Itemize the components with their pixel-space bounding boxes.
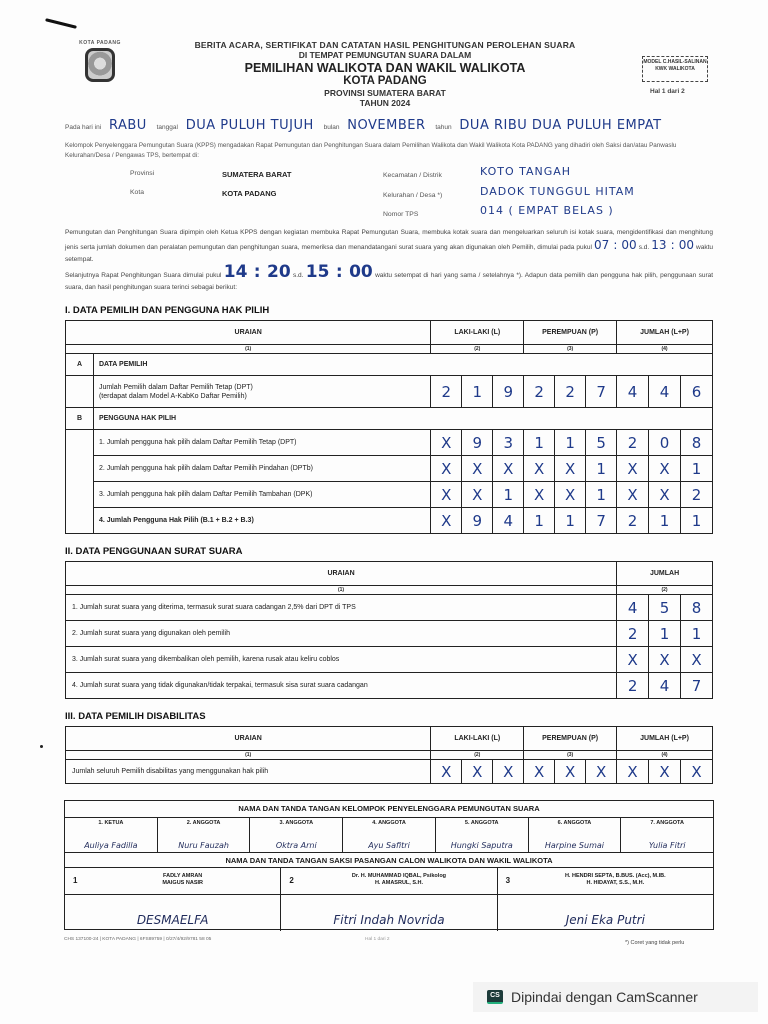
row-label: 3. Jumlah surat suara yang dikembalikan oleh pemilih, karena rusak atau keliru coblos (66, 647, 617, 673)
witness-signature-title: NAMA DAN TANDA TANGAN SAKSI PASANGAN CALON WALIKOTA DAN WAKIL WALIKOTA (225, 856, 553, 865)
subheader: (3) (524, 751, 617, 760)
kpps-signature-cell (343, 818, 436, 852)
digit-cell: 9 (493, 376, 524, 408)
row-label: 3. Jumlah pengguna hak pilih dalam Daftar Pemilih Tambahan (DPK) (93, 482, 430, 508)
header-line-5: PROVINSI SUMATERA BARAT (324, 88, 446, 98)
digit-cell: X (493, 456, 524, 482)
digit-cell: 1 (649, 508, 681, 534)
witness-signature: DESMAELFA (136, 913, 209, 927)
section-3-title: III. DATA PEMILIH DISABILITAS (65, 711, 206, 722)
digit-cell: X (617, 647, 649, 673)
digit-cell: 2 (680, 482, 712, 508)
date-line (65, 118, 715, 133)
header-uraian: URAIAN (66, 321, 431, 345)
digit-cell: 9 (462, 508, 493, 534)
kpps-signature-cell (621, 818, 713, 852)
digit-cell: 2 (617, 673, 649, 699)
digit-cell: 8 (680, 430, 712, 456)
section-2-title: II. DATA PENGGUNAAN SURAT SUARA (65, 546, 243, 557)
digit-cell: 4 (649, 376, 681, 408)
subheader: (2) (431, 345, 524, 354)
signature: Nuru Fauzah (178, 841, 229, 850)
digit-cell: 2 (524, 376, 555, 408)
kpps-signature-title: NAMA DAN TANDA TANGAN KELOMPOK PENYELENGGARA PEMUNGUTAN SUARA (238, 804, 540, 813)
section-2-table (65, 561, 713, 699)
model-box: MODEL C.HASIL-SALINAN KWK WALIKOTA (642, 56, 708, 82)
digit-cell: X (524, 482, 555, 508)
subheader: (1) (66, 345, 431, 354)
digit-cell: 1 (586, 456, 617, 482)
digit-cell: 4 (649, 673, 681, 699)
digit-cell: X (586, 760, 617, 784)
digit-cell: 1 (586, 482, 617, 508)
dpt-label-line-2: (terdapat dalam Model A-KabKo Daftar Pemilih) (98, 392, 247, 400)
role-label: 2. ANGGOTA (186, 820, 221, 826)
sd-label: s.d. (638, 244, 650, 251)
count-end-time: 15 : 00 (305, 262, 373, 282)
candidate-names (306, 873, 491, 887)
kecamatan-value: KOTO TANGAH (480, 165, 572, 178)
digit-cell: X (649, 647, 681, 673)
dpt-row-label (93, 376, 430, 408)
header-line-4: KOTA PADANG (343, 75, 427, 87)
digit-cell: X (431, 760, 462, 784)
logo-caption: KOTA PADANG (79, 40, 121, 46)
digit-cell: 5 (586, 430, 617, 456)
group-a-label: DATA PEMILIH (93, 354, 712, 376)
footer-page: Hal 1 dari 2 (365, 937, 390, 942)
table-row (66, 647, 713, 673)
digit-cell: X (617, 760, 649, 784)
header-jumlah: JUMLAH (L+P) (617, 727, 713, 751)
table-row (66, 482, 713, 508)
digit-cell: X (649, 456, 681, 482)
digit-cell: 2 (431, 376, 462, 408)
signature: Yulia Fitri (648, 841, 686, 850)
section-1-title: I. DATA PEMILIH DAN PENGGUNA HAK PILIH (65, 305, 270, 316)
paragraph-text-1: Pemungutan dan Penghitungan Suara dipimpin oleh Ketua KPPS dengan kegiatan membuka Rapat Pemungutan Suara, membuka kotak suara dan mengeluarkan seluruh isi kotak suara, mengidentifikasi dan menghitung jenis serta jumlah dokumen dan peralatan pemungutan dan penghitungan suara, memeriksa dan menandatangani surat suara yang akan digunakan oleh Pemilih, dimulai pada pukul (65, 229, 713, 251)
digit-cell: X (431, 508, 462, 534)
role-label: 7. ANGGOTA (650, 820, 684, 826)
digit-cell: X (462, 456, 493, 482)
month-label: bulan (323, 124, 340, 131)
witness-cell (65, 868, 281, 931)
year-label: tahun (435, 124, 452, 131)
signature: Harpine Sumai (544, 841, 604, 850)
kpps-signature-cell (529, 818, 622, 852)
emblem-icon (85, 48, 115, 82)
group-a-code: A (66, 354, 94, 376)
digit-cell: 7 (586, 508, 617, 534)
header-perempuan: PEREMPUAN (P) (524, 727, 617, 751)
vote-start-time: 07 : 00 (594, 238, 637, 252)
day-value: RABU (108, 118, 147, 133)
procedure-paragraph (65, 227, 713, 294)
year-value: DUA RIBU DUA PULUH EMPAT (459, 118, 662, 133)
section-3-table (65, 726, 713, 784)
row-label: 4. Jumlah surat suara yang tidak digunakan/tidak terpakai, termasuk sisa surat suara cadangan (66, 673, 617, 699)
digit-cell: X (555, 456, 586, 482)
digit-cell: X (617, 482, 649, 508)
signature: Oktra Arni (275, 841, 317, 850)
digit-cell: 7 (681, 673, 713, 699)
digit-cell: 2 (617, 508, 649, 534)
table-row (66, 673, 713, 699)
table-row (66, 430, 713, 456)
date-value: DUA PULUH TUJUH (185, 118, 314, 133)
digit-cell: 4 (493, 508, 524, 534)
header-line-3: PEMILIHAN WALIKOTA DAN WAKIL WALIKOTA (244, 61, 526, 75)
digit-cell: 1 (680, 456, 712, 482)
subheader: (4) (617, 345, 713, 354)
digit-cell: 7 (586, 376, 617, 408)
group-b-code: B (66, 408, 94, 430)
role-label: 3. ANGGOTA (279, 820, 314, 826)
camscanner-text: Dipindai dengan CamScanner (511, 989, 698, 1005)
signature: Ayu Safitri (368, 841, 410, 850)
kelurahan-label: Kelurahan / Desa *) (383, 192, 443, 199)
digit-cell: X (524, 760, 555, 784)
digit-cell: 1 (555, 430, 586, 456)
paragraph-text-3: Selanjutnya Rapat Penghitungan Suara dimulai pukul (65, 272, 222, 279)
table-row (66, 621, 713, 647)
digit-cell: X (649, 482, 681, 508)
candidate-name: FADLY AMRAN (163, 873, 203, 879)
kpps-signature-cell (250, 818, 343, 852)
digit-cell: X (680, 760, 712, 784)
provinsi-value: SUMATERA BARAT (222, 170, 292, 179)
month-value: NOVEMBER (347, 118, 426, 133)
document-header (150, 40, 620, 108)
camscanner-logo-icon: CS (487, 990, 503, 1004)
subheader: (1) (66, 751, 431, 760)
table-row (66, 508, 713, 534)
table-row (66, 456, 713, 482)
digit-cell: X (681, 647, 713, 673)
digit-cell: X (649, 760, 681, 784)
subheader: (3) (524, 345, 617, 354)
header-uraian: URAIAN (66, 727, 431, 751)
subheader: (2) (431, 751, 524, 760)
header-perempuan: PEREMPUAN (P) (524, 321, 617, 345)
digit-cell: X (462, 760, 493, 784)
digit-cell: X (431, 482, 462, 508)
provinsi-label: Provinsi (130, 170, 155, 177)
witness-signatures (65, 867, 713, 931)
subheader: (1) (66, 586, 617, 595)
role-label: 1. KETUA (98, 820, 124, 826)
digit-cell: 6 (680, 376, 712, 408)
digit-cell: 1 (524, 430, 555, 456)
digit-cell: X (555, 760, 586, 784)
digit-cell: X (431, 430, 462, 456)
digit-cell: 0 (649, 430, 681, 456)
paragraph-text-4: waktu setempat di hari yang sama / setelahnya *). Adapun data pemilih dan pengguna hak pilih, penggunaan surat suara, dan hasil penghitungan suara terinci sebagai berikut: (65, 272, 714, 291)
kpps-signature-cell (65, 818, 158, 852)
kecamatan-label: Kecamatan / Distrik (383, 172, 442, 179)
row-label: 2. Jumlah surat suara yang digunakan oleh pemilih (66, 621, 617, 647)
digit-cell: 1 (524, 508, 555, 534)
witness-cell (498, 868, 713, 931)
date-label: tanggal (156, 124, 178, 131)
digit-cell: 5 (649, 595, 681, 621)
witness-number: 1 (73, 876, 78, 885)
digit-cell: 2 (617, 621, 649, 647)
digit-cell: 1 (649, 621, 681, 647)
digit-cell: 2 (617, 430, 649, 456)
digit-cell: X (555, 482, 586, 508)
row-label: 4. Jumlah Pengguna Hak Pilih (B.1 + B.2 + B.3) (93, 508, 430, 534)
scan-speck (40, 745, 43, 748)
candidate-name: H. AMASRUL, S.H. (374, 880, 424, 886)
page-indicator: Hal 1 dari 2 (650, 88, 685, 95)
digit-cell: X (493, 760, 524, 784)
role-label: 6. ANGGOTA (557, 820, 592, 826)
header-jumlah: JUMLAH (617, 562, 713, 586)
group-b-label: PENGGUNA HAK PILIH (93, 408, 712, 430)
header-jumlah: JUMLAH (L+P) (617, 321, 713, 345)
digit-cell: 4 (617, 376, 649, 408)
pen-mark (45, 18, 77, 29)
document-code: CHS 137100-24 | KOTA PADANG | 6FS89759 | 0/27/4/92/9781 58 05 (64, 937, 212, 942)
day-label: Pada hari ini (65, 124, 102, 131)
table-row (66, 760, 713, 784)
role-label: 5. ANGGOTA (464, 820, 499, 826)
candidate-name: MAIGUS NASIR (162, 880, 203, 886)
digit-cell: X (431, 456, 462, 482)
kpps-signatures (65, 817, 713, 853)
kota-label: Kota (130, 189, 144, 196)
candidate-names (90, 873, 275, 887)
header-line-1: BERITA ACARA, SERTIFIKAT DAN CATATAN HASIL PENGHITUNGAN PEROLEHAN SUARA (194, 40, 576, 50)
digit-cell: 1 (680, 508, 712, 534)
footer-note: *) Coret yang tidak perlu (625, 940, 685, 946)
row-label: 1. Jumlah pengguna hak pilih dalam Daftar Pemilih Tetap (DPT) (93, 430, 430, 456)
row-label: Jumlah seluruh Pemilih disabilitas yang menggunakan hak pilih (66, 760, 431, 784)
candidate-names (523, 873, 708, 887)
digit-cell: X (462, 482, 493, 508)
table-row (66, 595, 713, 621)
witness-number: 3 (505, 876, 511, 885)
digit-cell: 1 (681, 621, 713, 647)
digit-cell: 3 (493, 430, 524, 456)
digit-cell: 2 (555, 376, 586, 408)
digit-cell: 1 (555, 508, 586, 534)
witness-signature: Fitri Indah Novrida (333, 913, 445, 927)
header-line-2: DI TEMPAT PEMUNGUTAN SUARA DALAM (298, 50, 472, 60)
paragraph-text-2: waktu setempat. (65, 244, 713, 263)
header-uraian: URAIAN (66, 562, 617, 586)
subheader: (2) (617, 586, 713, 595)
digit-cell: X (524, 456, 555, 482)
row-label: 2. Jumlah pengguna hak pilih dalam Daftar Pemilih Pindahan (DPTb) (93, 456, 430, 482)
header-laki-laki: LAKI-LAKI (L) (431, 321, 524, 345)
vote-end-time: 13 : 00 (651, 238, 694, 252)
digit-cell: 9 (462, 430, 493, 456)
digit-cell: 1 (462, 376, 493, 408)
witness-cell (281, 868, 497, 931)
kota-value: KOTA PADANG (222, 189, 277, 198)
dpt-label-line-1: Jumlah Pemilih dalam Daftar Pemilih Tetap (DPT) (98, 383, 253, 391)
signature-box (64, 800, 714, 930)
candidate-name: H. HENDRI SEPTA, B.BUS. (Acc), M.IB. (564, 873, 666, 879)
count-start-time: 14 : 20 (223, 262, 291, 282)
kelurahan-value: DADOK TUNGGUL HITAM (480, 185, 635, 198)
kpps-signature-cell (158, 818, 251, 852)
witness-number: 2 (289, 876, 294, 885)
tps-label: Nomor TPS (383, 211, 419, 218)
digit-cell: 4 (617, 595, 649, 621)
camscanner-watermark (473, 982, 758, 1012)
tps-value: 014 ( EMPAT BELAS ) (480, 204, 614, 217)
candidate-name: Dr. H. MUHAMMAD IQBAL, Psikolog (351, 873, 447, 879)
row-label: 1. Jumlah surat suara yang diterima, termasuk surat suara cadangan 2,5% dari DPT di TPS (66, 595, 617, 621)
kota-padang-logo (72, 40, 128, 102)
candidate-name: H. HIDAYAT, S.S., M.H. (586, 880, 645, 886)
digit-cell: 8 (681, 595, 713, 621)
subheader: (4) (617, 751, 713, 760)
kpps-signature-cell (436, 818, 529, 852)
signature: Hungki Saputra (450, 841, 513, 850)
section-1-table (65, 320, 713, 534)
role-label: 4. ANGGOTA (372, 820, 406, 826)
signature: Auliya Fadilla (84, 841, 138, 850)
witness-signature: Jeni Eka Putri (565, 913, 645, 927)
digit-cell: X (617, 456, 649, 482)
header-line-6: TAHUN 2024 (359, 98, 411, 108)
intro-text: Kelompok Penyelenggara Pemungutan Suara (KPPS) mengadakan Rapat Pemungutan dan Penghitungan Suara dalam Pemilihan Walikota dan Wakil Walikota Kota PADANG yang dihadiri oleh Saksi dan/atau Panwaslu Kelurahan/Desa / Pengawas TPS, bertempat di: (65, 142, 677, 159)
header-laki-laki: LAKI-LAKI (L) (431, 727, 524, 751)
digit-cell: 1 (493, 482, 524, 508)
sd-label-2: s.d. (293, 272, 304, 279)
